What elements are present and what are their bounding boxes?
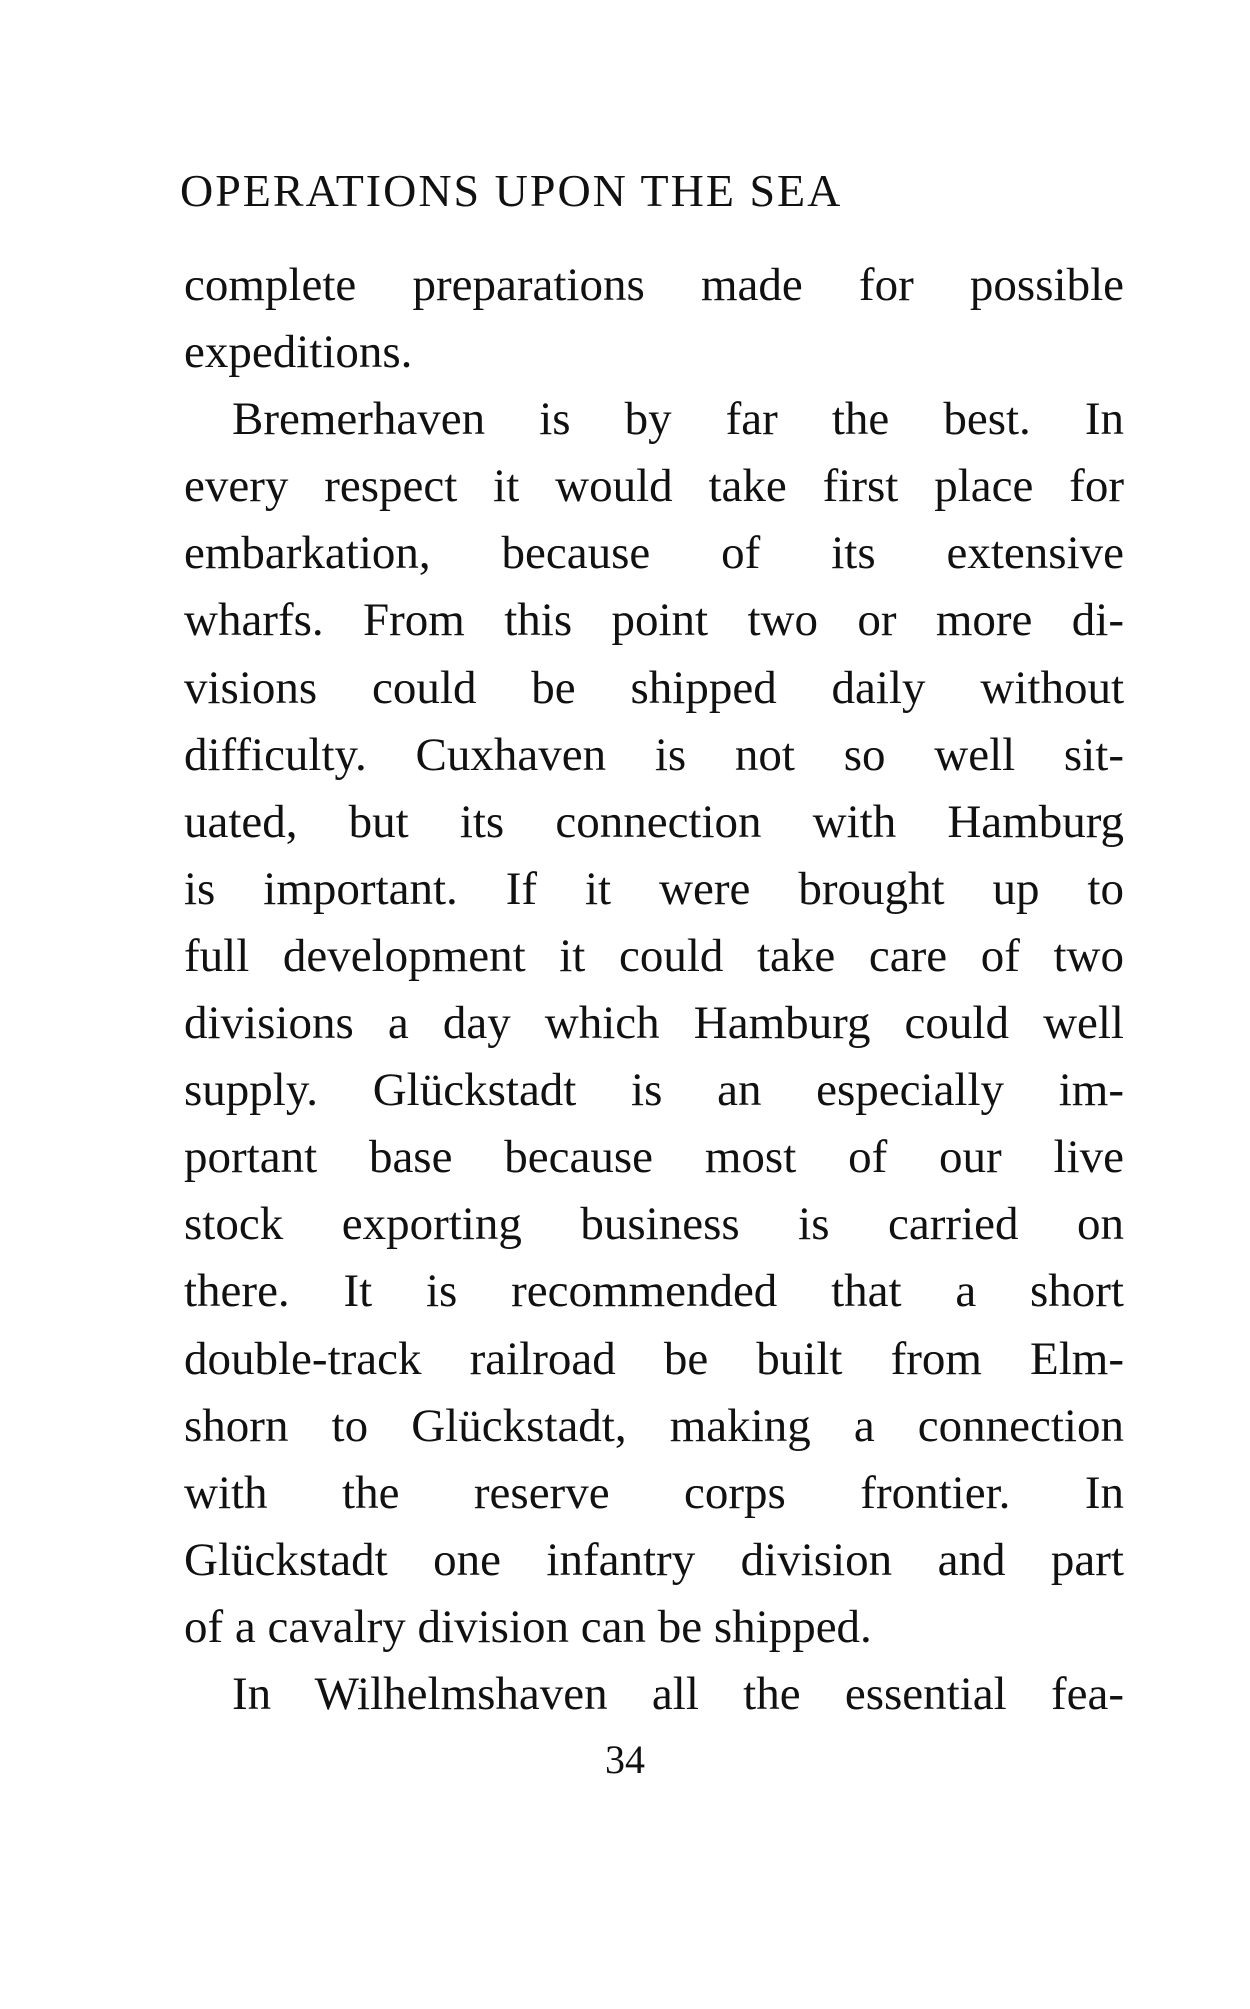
text-line: shorn to Glückstadt, making a connection bbox=[184, 1399, 1124, 1452]
text-line: complete preparations made for possible bbox=[184, 259, 1124, 311]
body-text bbox=[184, 252, 1124, 1728]
text-line: every respect it would take first place for bbox=[184, 460, 1124, 513]
text-line: divisions a day which Hamburg could well bbox=[184, 997, 1124, 1050]
text-line: wharfs. From this point two or more di- bbox=[184, 594, 1124, 647]
text-line: stock exporting business is carried on bbox=[184, 1198, 1124, 1251]
text-line: with the reserve corps frontier. In bbox=[184, 1466, 1124, 1519]
text-line: embarkation, because of its extensive bbox=[184, 527, 1124, 580]
text-line: expeditions. bbox=[184, 326, 413, 379]
text-line: double-track railroad be built from Elm- bbox=[184, 1332, 1124, 1385]
text-line: difficulty. Cuxhaven is not so well sit- bbox=[184, 728, 1124, 781]
text-line: is important. If it were brought up to bbox=[184, 862, 1124, 915]
text-line: of a cavalry division can be shipped. bbox=[184, 1600, 872, 1653]
text-line: visions could be shipped daily without bbox=[184, 661, 1124, 714]
text-line: uated, but its connection with Hamburg bbox=[184, 795, 1124, 848]
text-line: Glückstadt one infantry division and part bbox=[184, 1533, 1124, 1586]
text-line: In Wilhelmshaven all the essential fea- bbox=[232, 1667, 1124, 1720]
text-line: supply. Glückstadt is an especially im- bbox=[184, 1064, 1124, 1117]
text-line: there. It is recommended that a short bbox=[184, 1265, 1124, 1318]
text-line: full development it could take care of two bbox=[184, 929, 1124, 982]
text-line: Bremerhaven is by far the best. In bbox=[232, 393, 1124, 446]
running-title: OPERATIONS UPON THE SEA bbox=[180, 165, 843, 216]
text-line: portant base because most of our live bbox=[184, 1131, 1124, 1184]
page-number: 34 bbox=[605, 1737, 645, 1782]
